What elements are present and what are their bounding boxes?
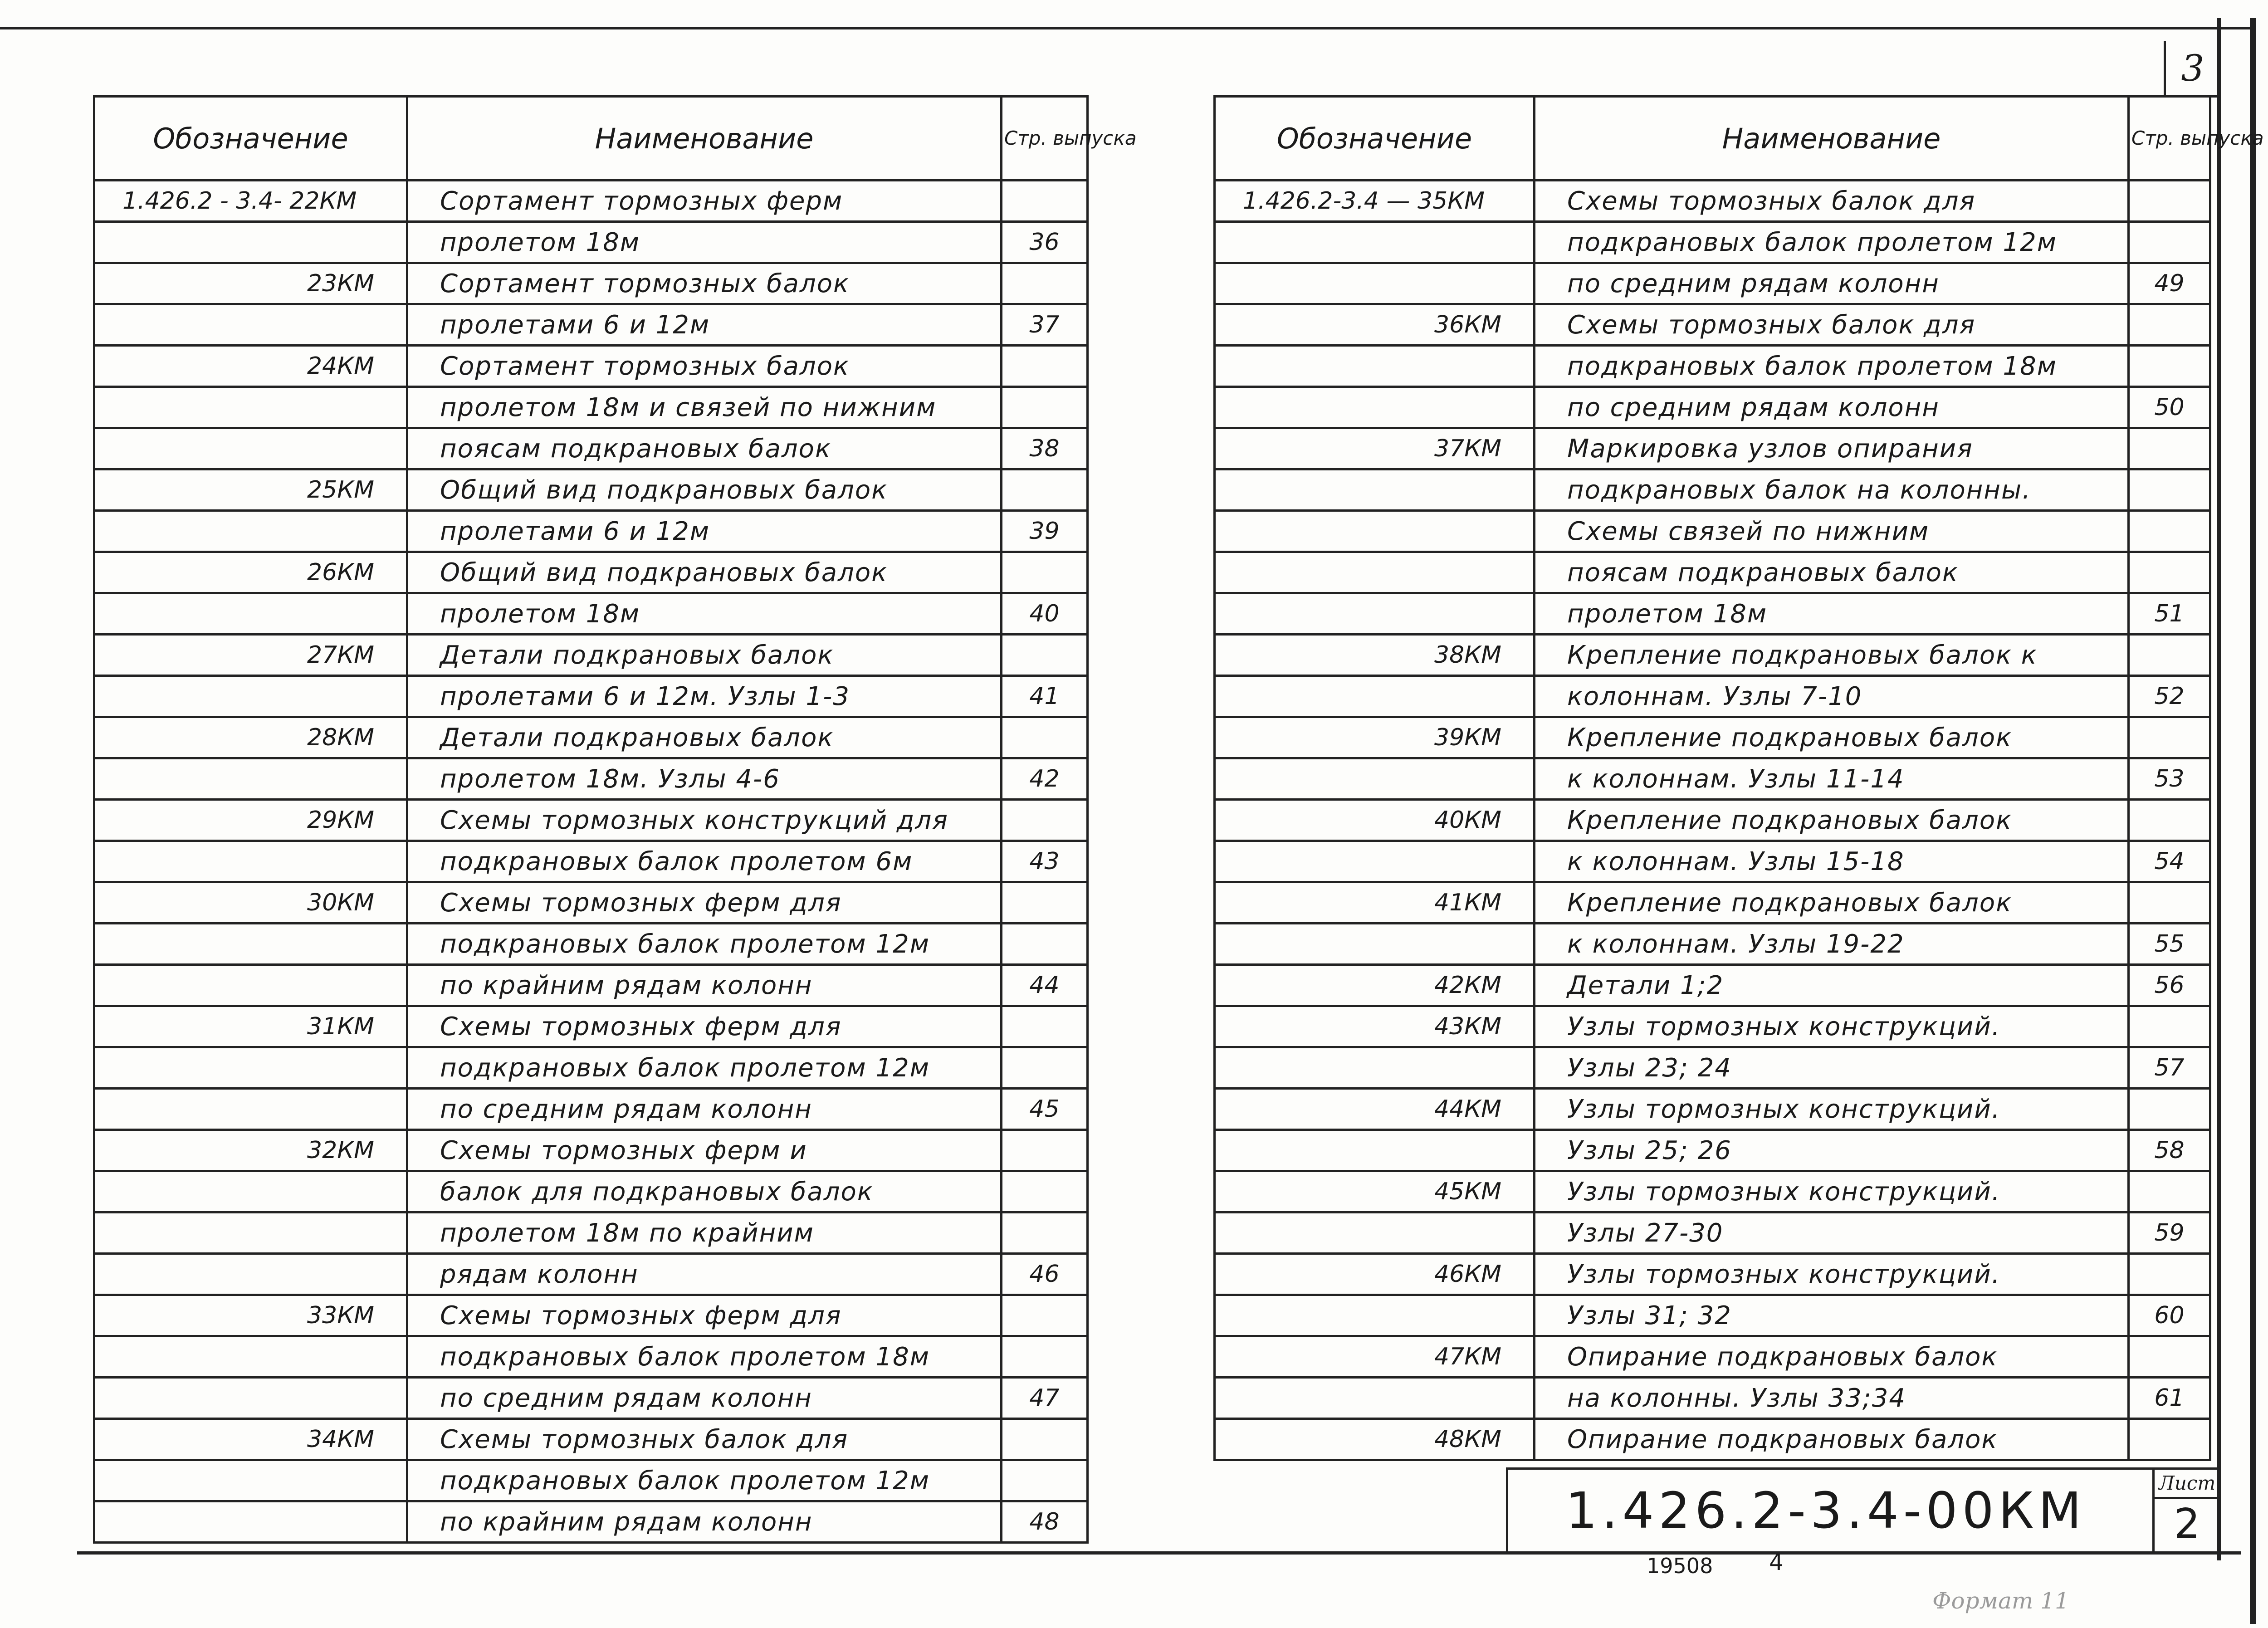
page-cell: 42 xyxy=(1002,758,1088,800)
table-row xyxy=(1215,965,2210,1006)
table-row xyxy=(94,841,1088,882)
designation-cell: 34КМ xyxy=(94,1419,407,1460)
header-designation: Обозначение xyxy=(94,97,407,181)
page-cell: 39 xyxy=(1002,511,1088,552)
table-row xyxy=(1215,1295,2210,1336)
page-cell xyxy=(1002,469,1088,511)
page-cell xyxy=(2129,304,2210,346)
name-cell: Детали подкрановых балок xyxy=(407,635,1002,676)
name-cell: колоннам. Узлы 7-10 xyxy=(1535,676,2129,717)
table-row xyxy=(94,387,1088,428)
page-cell xyxy=(1002,1419,1088,1460)
frame-edge-line xyxy=(2250,18,2256,1624)
name-cell: подкрановых балок пролетом 12м xyxy=(407,924,1002,965)
page-cell xyxy=(1002,1336,1088,1378)
table-row xyxy=(94,222,1088,263)
designation-cell xyxy=(94,593,407,635)
table-row xyxy=(94,882,1088,924)
table-row xyxy=(94,593,1088,635)
name-cell: по крайним рядам колонн xyxy=(407,965,1002,1006)
table-row xyxy=(1215,1171,2210,1212)
table-row xyxy=(1215,1089,2210,1130)
format-note: Формат 11 xyxy=(1932,1588,2069,1614)
designation-cell xyxy=(1215,511,1535,552)
designation-cell: 31КМ xyxy=(94,1006,407,1047)
table-row xyxy=(94,1212,1088,1254)
table-row xyxy=(94,1254,1088,1295)
table-row xyxy=(94,346,1088,387)
table-row xyxy=(94,635,1088,676)
designation-cell xyxy=(1215,924,1535,965)
header-designation: Обозначение xyxy=(1215,97,1535,181)
table-row xyxy=(94,469,1088,511)
name-cell: пролетами 6 и 12м. Узлы 1-3 xyxy=(407,676,1002,717)
name-cell: Схемы тормозных ферм для xyxy=(407,1295,1002,1336)
name-cell: Общий вид подкрановых балок xyxy=(407,469,1002,511)
table-row xyxy=(94,263,1088,304)
designation-cell xyxy=(1215,1130,1535,1171)
page-cell xyxy=(2129,469,2210,511)
page-cell: 41 xyxy=(1002,676,1088,717)
table-row xyxy=(1215,469,2210,511)
table-row xyxy=(1215,1419,2210,1460)
designation-cell xyxy=(94,1089,407,1130)
designation-cell: 26КМ xyxy=(94,552,407,593)
page-cell xyxy=(1002,1212,1088,1254)
name-cell: Узлы тормозных конструкций. xyxy=(1535,1171,2129,1212)
name-cell: Узлы 31; 32 xyxy=(1535,1295,2129,1336)
page-cell: 43 xyxy=(1002,841,1088,882)
table-row xyxy=(94,1171,1088,1212)
designation-cell xyxy=(1215,346,1535,387)
page-cell: 38 xyxy=(1002,428,1088,469)
right-table-body xyxy=(1215,181,2210,1460)
table-row xyxy=(94,181,1088,222)
designation-cell: 32КМ xyxy=(94,1130,407,1171)
table-row xyxy=(94,552,1088,593)
designation-cell: 29КМ xyxy=(94,800,407,841)
name-cell: Схемы тормозных балок для xyxy=(1535,304,2129,346)
right-spec-table xyxy=(1213,95,2264,1461)
left-table-body xyxy=(94,181,1088,1543)
page-cell: 46 xyxy=(1002,1254,1088,1295)
designation-cell: 48КМ xyxy=(1215,1419,1535,1460)
header-name: Наименование xyxy=(1535,97,2129,181)
table-row xyxy=(1215,222,2210,263)
page-cell xyxy=(2129,1006,2210,1047)
page-cell: 51 xyxy=(2129,593,2210,635)
designation-cell: 1.426.2-3.4 — 35КМ xyxy=(1215,181,1535,222)
table-row xyxy=(1215,1130,2210,1171)
designation-cell xyxy=(94,304,407,346)
page-cell xyxy=(1002,552,1088,593)
name-cell: подкрановых балок пролетом 18м xyxy=(407,1336,1002,1378)
table-row xyxy=(1215,181,2210,222)
name-cell: Схемы тормозных ферм для xyxy=(407,1006,1002,1047)
page-cell xyxy=(1002,387,1088,428)
designation-cell xyxy=(94,1501,407,1543)
page-cell xyxy=(1002,1460,1088,1501)
table-row xyxy=(1215,1336,2210,1378)
table-row xyxy=(1215,1378,2210,1419)
name-cell: Крепление подкрановых балок к xyxy=(1535,635,2129,676)
table-row xyxy=(94,1006,1088,1047)
table-row xyxy=(1215,1006,2210,1047)
table-row xyxy=(1215,1047,2210,1089)
designation-cell xyxy=(1215,222,1535,263)
name-cell: Узлы 23; 24 xyxy=(1535,1047,2129,1089)
name-cell: Крепление подкрановых балок xyxy=(1535,717,2129,758)
left-spec-table xyxy=(93,95,1137,1544)
page-cell: 40 xyxy=(1002,593,1088,635)
table-row xyxy=(94,1460,1088,1501)
designation-cell xyxy=(94,387,407,428)
table-row xyxy=(1215,304,2210,346)
designation-cell xyxy=(1215,1047,1535,1089)
name-cell: Узлы 25; 26 xyxy=(1535,1130,2129,1171)
designation-cell xyxy=(1215,1212,1535,1254)
page-cell xyxy=(1002,1171,1088,1212)
name-cell: по средним рядам колонн xyxy=(1535,263,2129,304)
page-cell xyxy=(1002,1295,1088,1336)
name-cell: Узлы тормозных конструкций. xyxy=(1535,1254,2129,1295)
page-cell: 52 xyxy=(2129,676,2210,717)
designation-cell: 1.426.2 - 3.4- 22КМ xyxy=(94,181,407,222)
page-cell xyxy=(1002,346,1088,387)
name-cell: Схемы связей по нижним xyxy=(1535,511,2129,552)
name-cell: к колоннам. Узлы 11-14 xyxy=(1535,758,2129,800)
name-cell: пролетом 18м xyxy=(407,222,1002,263)
designation-cell xyxy=(1215,552,1535,593)
name-cell: по средним рядам колонн xyxy=(407,1378,1002,1419)
designation-cell xyxy=(1215,593,1535,635)
table-row xyxy=(1215,717,2210,758)
name-cell: подкрановых балок пролетом 18м xyxy=(1535,346,2129,387)
designation-cell xyxy=(94,511,407,552)
table-row xyxy=(94,758,1088,800)
sheet-number: 2 xyxy=(2174,1500,2200,1548)
page-cell xyxy=(2129,1089,2210,1130)
page-cell xyxy=(1002,263,1088,304)
page-cell: 36 xyxy=(1002,222,1088,263)
name-cell: Сортамент тормозных ферм xyxy=(407,181,1002,222)
name-cell: к колоннам. Узлы 15-18 xyxy=(1535,841,2129,882)
page-cell xyxy=(1002,1130,1088,1171)
designation-cell: 40КМ xyxy=(1215,800,1535,841)
name-cell: пролетами 6 и 12м xyxy=(407,511,1002,552)
name-cell: Крепление подкрановых балок xyxy=(1535,800,2129,841)
name-cell: Узлы 27-30 xyxy=(1535,1212,2129,1254)
frame-top-line xyxy=(0,27,2250,29)
page-cell xyxy=(2129,428,2210,469)
name-cell: Схемы тормозных ферм и xyxy=(407,1130,1002,1171)
table-row xyxy=(94,676,1088,717)
page-cell xyxy=(2129,1254,2210,1295)
header-name: Наименование xyxy=(407,97,1002,181)
page-cell xyxy=(2129,882,2210,924)
table-row xyxy=(94,511,1088,552)
table-row xyxy=(94,1378,1088,1419)
page-cell xyxy=(2129,181,2210,222)
table-row xyxy=(1215,552,2210,593)
name-cell: подкрановых балок пролетом 12м xyxy=(407,1047,1002,1089)
table-row xyxy=(94,1089,1088,1130)
designation-cell xyxy=(94,676,407,717)
designation-cell: 24КМ xyxy=(94,346,407,387)
frame-right-line xyxy=(2217,18,2221,1560)
name-cell: Узлы тормозных конструкций. xyxy=(1535,1089,2129,1130)
page-cell: 56 xyxy=(2129,965,2210,1006)
designation-cell: 45КМ xyxy=(1215,1171,1535,1212)
name-cell: рядам колонн xyxy=(407,1254,1002,1295)
table-row xyxy=(1215,263,2210,304)
name-cell: Узлы тормозных конструкций. xyxy=(1535,1006,2129,1047)
designation-cell: 43КМ xyxy=(1215,1006,1535,1047)
table-row xyxy=(1215,428,2210,469)
table-row xyxy=(1215,593,2210,635)
sheet-cell xyxy=(2152,1470,2219,1551)
designation-cell: 30КМ xyxy=(94,882,407,924)
table-row xyxy=(94,304,1088,346)
page-cell: 50 xyxy=(2129,387,2210,428)
designation-cell: 46КМ xyxy=(1215,1254,1535,1295)
page-cell: 55 xyxy=(2129,924,2210,965)
page-cell xyxy=(1002,800,1088,841)
name-cell: Схемы тормозных балок для xyxy=(407,1419,1002,1460)
page-cell xyxy=(1002,635,1088,676)
designation-cell xyxy=(94,1047,407,1089)
designation-cell xyxy=(94,1378,407,1419)
table-row xyxy=(1215,1254,2210,1295)
designation-cell: 36КМ xyxy=(1215,304,1535,346)
name-cell: по крайним рядам колонн xyxy=(407,1501,1002,1543)
designation-cell: 47КМ xyxy=(1215,1336,1535,1378)
table-row xyxy=(94,924,1088,965)
table-row xyxy=(94,1501,1088,1543)
page-cell xyxy=(2129,511,2210,552)
name-cell: Маркировка узлов опирания xyxy=(1535,428,2129,469)
designation-cell: 25КМ xyxy=(94,469,407,511)
page-cell: 58 xyxy=(2129,1130,2210,1171)
page-cell: 47 xyxy=(1002,1378,1088,1419)
table-row xyxy=(1215,800,2210,841)
designation-cell: 39КМ xyxy=(1215,717,1535,758)
name-cell: Детали подкрановых балок xyxy=(407,717,1002,758)
designation-cell xyxy=(1215,263,1535,304)
page-cell: 45 xyxy=(1002,1089,1088,1130)
name-cell: Крепление подкрановых балок xyxy=(1535,882,2129,924)
designation-cell xyxy=(94,1460,407,1501)
name-cell: Схемы тормозных конструкций для xyxy=(407,800,1002,841)
page-cell: 37 xyxy=(1002,304,1088,346)
name-cell: по средним рядам колонн xyxy=(407,1089,1002,1130)
name-cell: поясам подкрановых балок xyxy=(1535,552,2129,593)
name-cell: Опирание подкрановых балок xyxy=(1535,1419,2129,1460)
designation-cell xyxy=(1215,1295,1535,1336)
designation-cell: 38КМ xyxy=(1215,635,1535,676)
designation-cell xyxy=(94,1171,407,1212)
designation-cell: 44КМ xyxy=(1215,1089,1535,1130)
designation-cell xyxy=(94,965,407,1006)
table-row xyxy=(94,1130,1088,1171)
designation-cell xyxy=(94,222,407,263)
table-row xyxy=(94,717,1088,758)
designation-cell xyxy=(94,841,407,882)
table-row xyxy=(94,800,1088,841)
page-cell: 44 xyxy=(1002,965,1088,1006)
table-row xyxy=(94,965,1088,1006)
table-row xyxy=(1215,387,2210,428)
page-cell xyxy=(1002,924,1088,965)
designation-cell: 33КМ xyxy=(94,1295,407,1336)
table-row xyxy=(1215,841,2210,882)
name-cell: подкрановых балок пролетом 6м xyxy=(407,841,1002,882)
designation-cell xyxy=(1215,841,1535,882)
inventory-suffix: 4 xyxy=(1769,1549,1784,1575)
sheet-label: Лист xyxy=(2155,1470,2219,1499)
page-cell xyxy=(2129,800,2210,841)
table-header-row xyxy=(94,97,1088,181)
designation-cell: 42КМ xyxy=(1215,965,1535,1006)
page-cell xyxy=(2129,222,2210,263)
designation-cell: 23КМ xyxy=(94,263,407,304)
page-cell xyxy=(2129,1419,2210,1460)
page-cell: 60 xyxy=(2129,1295,2210,1336)
table-row xyxy=(1215,346,2210,387)
table-row xyxy=(94,428,1088,469)
table-row xyxy=(1215,758,2210,800)
designation-cell: 37КМ xyxy=(1215,428,1535,469)
designation-cell xyxy=(94,758,407,800)
table-row xyxy=(94,1295,1088,1336)
name-cell: Схемы тормозных балок для xyxy=(1535,181,2129,222)
name-cell: по средним рядам колонн xyxy=(1535,387,2129,428)
name-cell: подкрановых балок пролетом 12м xyxy=(1535,222,2129,263)
table-row xyxy=(94,1336,1088,1378)
page-cell xyxy=(2129,346,2210,387)
page-cell: 61 xyxy=(2129,1378,2210,1419)
page-number: 3 xyxy=(2164,41,2219,98)
name-cell: к колоннам. Узлы 19-22 xyxy=(1535,924,2129,965)
designation-cell xyxy=(1215,676,1535,717)
page-cell: 57 xyxy=(2129,1047,2210,1089)
designation-cell xyxy=(94,1336,407,1378)
name-cell: пролетом 18м xyxy=(1535,593,2129,635)
table-row xyxy=(1215,1212,2210,1254)
page-cell xyxy=(2129,1336,2210,1378)
name-cell: пролетом 18м. Узлы 4-6 xyxy=(407,758,1002,800)
name-cell: Детали 1;2 xyxy=(1535,965,2129,1006)
header-page: Стр. выпуска xyxy=(1002,97,1088,181)
name-cell: Опирание подкрановых балок xyxy=(1535,1336,2129,1378)
designation-cell xyxy=(1215,387,1535,428)
name-cell: Сортамент тормозных балок xyxy=(407,263,1002,304)
name-cell: пролетом 18м и связей по нижним xyxy=(407,387,1002,428)
table-row xyxy=(1215,676,2210,717)
page-cell xyxy=(1002,1047,1088,1089)
name-cell: подкрановых балок пролетом 12м xyxy=(407,1460,1002,1501)
table-row xyxy=(1215,924,2210,965)
designation-cell: 41КМ xyxy=(1215,882,1535,924)
name-cell: Сортамент тормозных балок xyxy=(407,346,1002,387)
page-cell: 54 xyxy=(2129,841,2210,882)
name-cell: пролетом 18м xyxy=(407,593,1002,635)
table-row xyxy=(1215,635,2210,676)
table-row xyxy=(1215,882,2210,924)
table-row xyxy=(94,1047,1088,1089)
designation-cell xyxy=(94,1254,407,1295)
designation-cell: 28КМ xyxy=(94,717,407,758)
title-block xyxy=(1506,1467,2217,1554)
designation-cell xyxy=(94,924,407,965)
page-cell xyxy=(1002,717,1088,758)
page-cell: 49 xyxy=(2129,263,2210,304)
table-header-row xyxy=(1215,97,2210,181)
page-cell: 59 xyxy=(2129,1212,2210,1254)
name-cell: пролетом 18м по крайним xyxy=(407,1212,1002,1254)
designation-cell xyxy=(94,428,407,469)
name-cell: Общий вид подкрановых балок xyxy=(407,552,1002,593)
table-row xyxy=(1215,511,2210,552)
page-cell xyxy=(2129,717,2210,758)
name-cell: на колонны. Узлы 33;34 xyxy=(1535,1378,2129,1419)
page-cell xyxy=(1002,181,1088,222)
table-row xyxy=(94,1419,1088,1460)
name-cell: подкрановых балок на колонны. xyxy=(1535,469,2129,511)
designation-cell xyxy=(94,1212,407,1254)
designation-cell xyxy=(1215,758,1535,800)
inventory-number: 19508 xyxy=(1647,1554,1713,1578)
name-cell: Схемы тормозных ферм для xyxy=(407,882,1002,924)
page-cell: 53 xyxy=(2129,758,2210,800)
designation-cell xyxy=(1215,1378,1535,1419)
page-cell xyxy=(2129,1171,2210,1212)
name-cell: пролетами 6 и 12м xyxy=(407,304,1002,346)
page-cell xyxy=(2129,552,2210,593)
page-cell xyxy=(1002,882,1088,924)
document-code: 1.426.2-3.4-00КМ xyxy=(1565,1481,2086,1540)
name-cell: балок для подкрановых балок xyxy=(407,1171,1002,1212)
designation-cell xyxy=(1215,469,1535,511)
page-cell xyxy=(2129,635,2210,676)
name-cell: поясам подкрановых балок xyxy=(407,428,1002,469)
page-cell: 48 xyxy=(1002,1501,1088,1543)
page-cell xyxy=(1002,1006,1088,1047)
header-page: Стр. выпуска xyxy=(2129,97,2210,181)
designation-cell: 27КМ xyxy=(94,635,407,676)
